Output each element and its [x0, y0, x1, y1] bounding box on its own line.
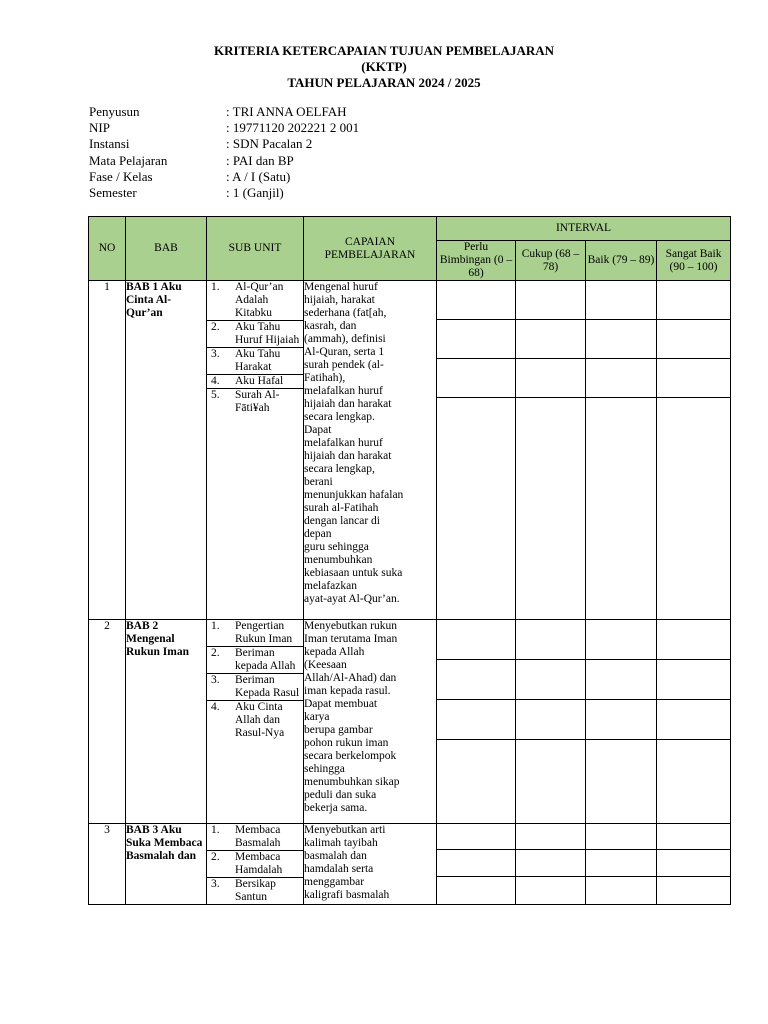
bab-title: BAB 2 Mengenal Rukun Iman	[126, 620, 207, 824]
info-value: : 19771120 202221 2 001	[226, 120, 360, 136]
header-interval-cukup: Cukup (68 – 78)	[516, 241, 586, 281]
table-row	[89, 620, 731, 824]
sub-unit-text: Membaca Hamdalah	[235, 851, 283, 876]
sub-unit-text: Pengertian Rukun Iman	[235, 620, 293, 645]
info-label: Instansi	[89, 136, 130, 152]
row-number: 3	[89, 824, 126, 905]
sub-unit-text: Surah Al-Fāti¥ah	[235, 389, 280, 414]
sub-unit-text: Al-Qur’an Adalah Kitabku	[235, 281, 284, 319]
info-label: NIP	[89, 120, 110, 136]
list-item	[207, 878, 303, 904]
table-row	[89, 281, 731, 620]
header-interval-baik: Baik (79 – 89)	[586, 241, 657, 281]
sub-unit-text: Aku Hafal	[235, 375, 284, 387]
sub-unit-number: 3.	[211, 674, 220, 686]
sub-unit-text: Aku Tahu Huruf Hijaiah	[235, 321, 300, 346]
info-value: : TRI ANNA OELFAH	[226, 104, 347, 119]
interval-cell[interactable]	[657, 824, 731, 905]
capaian-text: Menyebutkan rukun Iman terutama Iman kepada Allah (Keesaan Allah/Al-Ahad) dan iman kepada rasul. Dapat membuat karya berupa gambar pohon rukun iman secara berkelompok sehingga menumbuhkan sikap peduli dan suka bekerja sama.	[304, 620, 400, 814]
sub-unit-text: Aku Cinta Allah dan Rasul-Nya	[235, 701, 285, 739]
info-value: : 1 (Ganjil)	[226, 185, 284, 201]
interval-cell[interactable]	[657, 620, 731, 824]
info-label: Fase / Kelas	[89, 168, 153, 184]
list-item	[207, 851, 303, 878]
info-row	[89, 120, 359, 136]
document-title: KRITERIA KETERCAPAIAN TUJUAN PEMBELAJARAN	[213, 43, 555, 58]
sub-unit-number: 2.	[211, 851, 220, 863]
info-row	[89, 153, 359, 169]
bab-title: BAB 1 Aku Cinta Al-Qur’an	[126, 281, 207, 620]
sub-unit-text: Aku Tahu Harakat	[235, 348, 281, 373]
capaian-cell	[304, 620, 437, 824]
sub-unit-text: Beriman Kepada Rasul	[235, 674, 300, 699]
document-subtitle: (KKTP)	[361, 59, 407, 74]
info-value: : SDN Pacalan 2	[226, 136, 313, 152]
info-row	[89, 185, 359, 201]
sub-unit-number: 3.	[211, 878, 220, 890]
info-row	[89, 104, 359, 120]
list-item	[207, 281, 303, 321]
academic-year: TAHUN PELAJARAN 2024 / 2025	[287, 75, 481, 90]
interval-cell[interactable]	[516, 824, 586, 905]
sub-unit-number: 1.	[211, 281, 220, 293]
header-interval-perlu-bimbingan: Perlu Bimbingan (0 – 68)	[437, 241, 516, 281]
sub-unit-number: 4.	[211, 375, 220, 387]
sub-unit-list	[207, 620, 304, 824]
header-no: NO	[89, 217, 126, 281]
list-item	[207, 674, 303, 701]
sub-unit-number: 4.	[211, 701, 220, 713]
interval-cell[interactable]	[516, 281, 586, 620]
bab-title: BAB 3 Aku Suka Membaca Basmalah dan	[126, 824, 207, 905]
info-label: Mata Pelajaran	[89, 152, 168, 168]
info-row	[89, 136, 359, 152]
list-item	[207, 321, 303, 348]
info-value: : A / I (Satu)	[226, 168, 291, 184]
sub-unit-text: Membaca Basmalah	[235, 824, 281, 849]
info-label: Semester	[89, 185, 137, 201]
interval-cell[interactable]	[586, 824, 657, 905]
list-item	[207, 375, 303, 388]
capaian-cell	[304, 281, 437, 620]
list-item	[207, 620, 303, 647]
interval-cell[interactable]	[516, 620, 586, 824]
list-item	[207, 388, 303, 415]
sub-unit-text: Beriman kepada Allah	[235, 647, 296, 672]
sub-unit-list	[207, 281, 304, 620]
list-item	[207, 701, 303, 740]
sub-unit-text: Bersikap Santun	[235, 878, 276, 903]
sub-unit-number: 1.	[211, 620, 220, 632]
interval-cell[interactable]	[437, 620, 516, 824]
interval-cell[interactable]	[586, 620, 657, 824]
header-interval-sangat-baik: Sangat Baik (90 – 100)	[657, 241, 731, 281]
capaian-text: Mengenal huruf hijaiah, harakat sederhana (fat[ah, kasrah, dan (ammah), definisi Al-Quran, serta 1 surah pendek (al- Fatihah), melafalkan huruf hijaiah dan harakat secara lengkap. Dapat melafalkan huruf hijaiah dan harakat secara lengkap, berani menunjukkan hafalan surah al-Fatihah dengan lancar di depan guru sehingga menumbuhkan kebiasaan untuk suka melafazkan ayat-ayat Al-Qur’an.	[304, 281, 404, 605]
header-interval: INTERVAL	[437, 217, 731, 241]
row-number: 2	[89, 620, 126, 824]
list-item	[207, 824, 303, 851]
list-item	[207, 647, 303, 674]
list-item	[207, 348, 303, 375]
sub-unit-number: 3.	[211, 348, 220, 360]
interval-cell[interactable]	[437, 281, 516, 620]
header-sub-unit: SUB UNIT	[207, 217, 304, 281]
interval-cell[interactable]	[437, 824, 516, 905]
row-number: 1	[89, 281, 126, 620]
sub-unit-number: 2.	[211, 647, 220, 659]
table-row	[89, 824, 731, 905]
info-value: : PAI dan BP	[226, 152, 294, 168]
header-bab: BAB	[126, 217, 207, 281]
sub-unit-number: 5.	[211, 389, 220, 401]
header-capaian: CAPAIAN PEMBELAJARAN	[304, 217, 437, 281]
sub-unit-list	[207, 824, 304, 905]
interval-cell[interactable]	[657, 281, 731, 620]
capaian-cell	[304, 824, 437, 905]
capaian-text: Menyebutkan arti kalimah tayibah basmalah dan hamdalah serta menggambar kaligrafi basmalah	[304, 824, 390, 901]
sub-unit-number: 2.	[211, 321, 220, 333]
kktp-table	[88, 216, 731, 905]
sub-unit-number: 1.	[211, 824, 220, 836]
info-row	[89, 169, 359, 185]
interval-cell[interactable]	[586, 281, 657, 620]
info-label: Penyusun	[89, 104, 140, 119]
identity-block	[89, 104, 359, 201]
